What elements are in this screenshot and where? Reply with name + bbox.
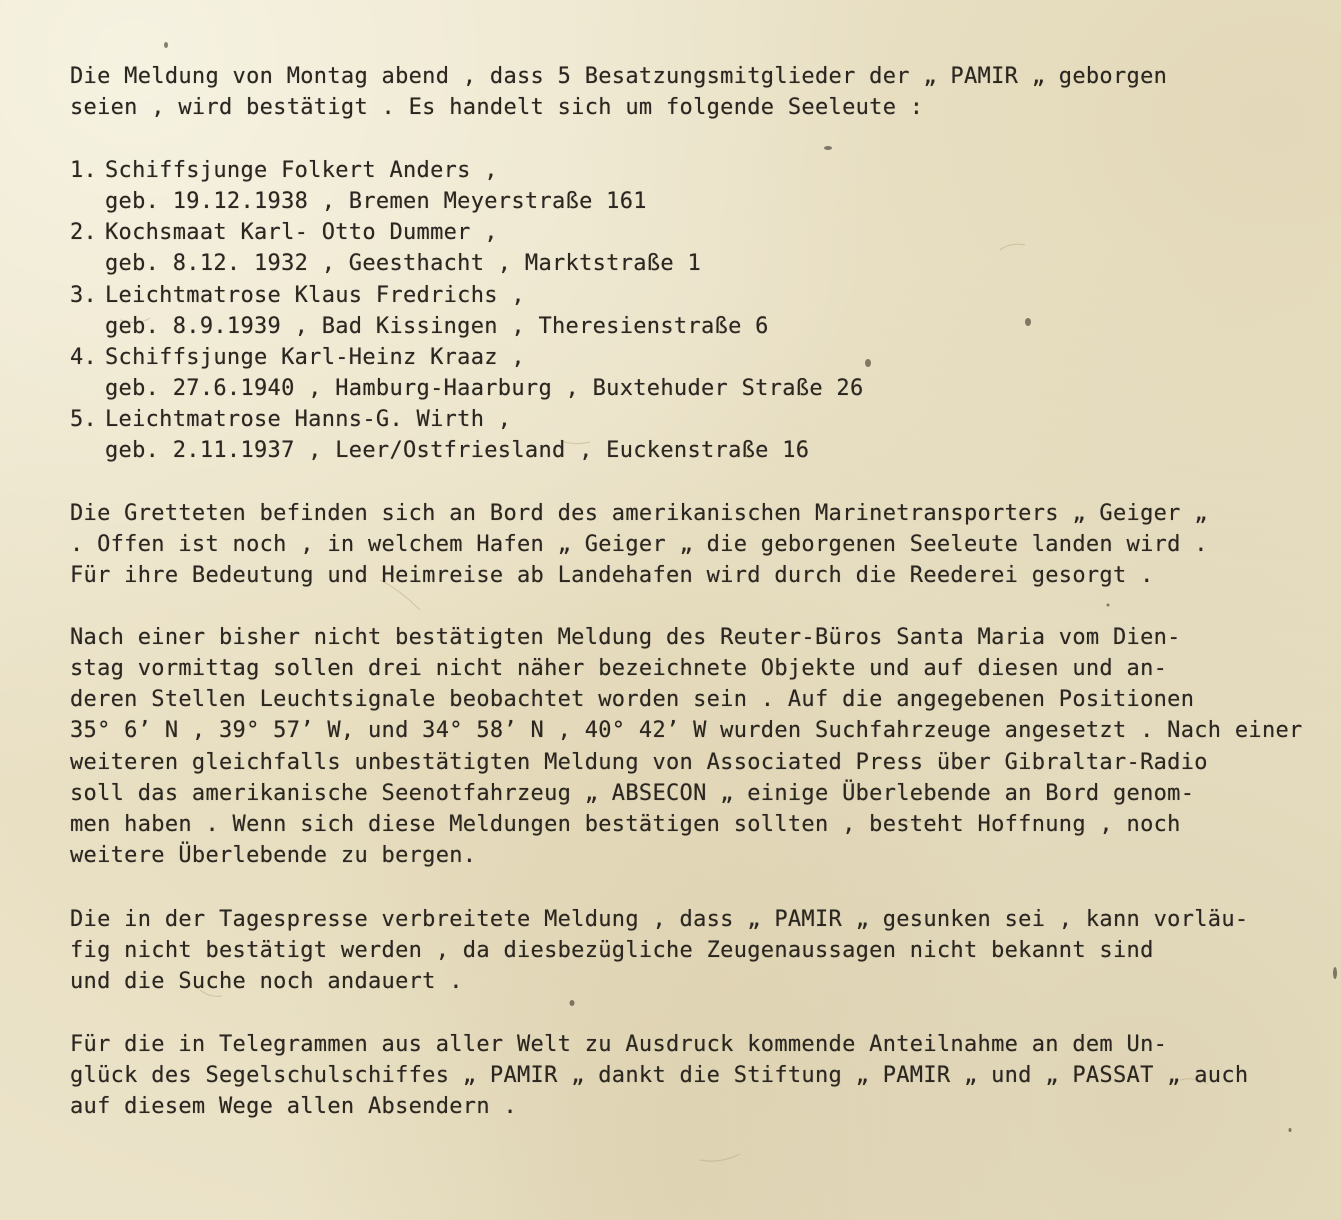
crew-number: 3. [70, 283, 98, 308]
paragraph2-line: Für ihre Bedeutung und Heimreise ab Landehafen wird durch die Reederei gesorgt . [70, 563, 1154, 588]
crew-number: 1. [70, 158, 98, 183]
crew-number: 2. [70, 220, 98, 245]
paragraph4-line: und die Suche noch andauert . [70, 969, 463, 994]
paragraph3-line: 35° 6’ N , 39° 57’ W, und 34° 58’ N , 40° 42’ W wurden Suchfahrzeuge angesetzt . Nach einer [70, 718, 1303, 743]
crew-birth-address: geb. 27.6.1940 , Hamburg-Haarburg , Buxtehuder Straße 26 [105, 376, 864, 401]
paragraph4-line: Die in der Tagespresse verbreitete Meldung , dass „ PAMIR „ gesunken sei , kann vorläu- [70, 907, 1249, 932]
paragraph2-line: Die Gretteten befinden sich an Bord des amerikanischen Marinetransporters „ Geiger „ [70, 501, 1208, 526]
paragraph3-line: men haben . Wenn sich diese Meldungen bestätigen sollten , besteht Hoffnung , noch [70, 812, 1181, 837]
paragraph5-line: Für die in Telegrammen aus aller Welt zu Ausdruck kommende Anteilnahme an dem Un- [70, 1032, 1168, 1057]
paragraph3-line: Nach einer bisher nicht bestätigten Meldung des Reuter-Büros Santa Maria vom Dien- [70, 625, 1181, 650]
paragraph5-line: auf diesem Wege allen Absendern . [70, 1094, 517, 1119]
crew-name: Leichtmatrose Hanns-G. Wirth , [105, 407, 512, 432]
crew-birth-address: geb. 19.12.1938 , Bremen Meyerstraße 161 [105, 189, 647, 214]
paragraph4-line: fig nicht bestätigt werden , da diesbezügliche Zeugenaussagen nicht bekannt sind [70, 938, 1154, 963]
crew-name: Schiffsjunge Folkert Anders , [105, 158, 498, 183]
crew-birth-address: geb. 2.11.1937 , Leer/Ostfriesland , Euckenstraße 16 [105, 438, 810, 463]
crew-name: Schiffsjunge Karl-Heinz Kraaz , [105, 345, 525, 370]
crew-name: Leichtmatrose Klaus Fredrichs , [105, 283, 525, 308]
crew-birth-address: geb. 8.9.1939 , Bad Kissingen , Theresienstraße 6 [105, 314, 769, 339]
crew-birth-address: geb. 8.12. 1932 , Geesthacht , Marktstraße 1 [105, 251, 701, 276]
paragraph3-line: deren Stellen Leuchtsignale beobachtet worden sein . Auf die angegebenen Positionen [70, 687, 1195, 712]
paragraph3-line: stag vormittag sollen drei nicht näher bezeichnete Objekte und auf diesen und an- [70, 656, 1168, 681]
paragraph1-line: Die Meldung von Montag abend , dass 5 Besatzungsmitglieder der „ PAMIR „ geborgen [70, 64, 1168, 89]
paragraph3-line: weiteren gleichfalls unbestätigten Meldung von Associated Press über Gibraltar-Radio [70, 750, 1208, 775]
crew-number: 4. [70, 345, 98, 370]
paragraph2-line: . Offen ist noch , in welchem Hafen „ Geiger „ die geborgenen Seeleute landen wird . [70, 532, 1208, 557]
paragraph1-line: seien , wird bestätigt . Es handelt sich um folgende Seeleute : [70, 95, 924, 120]
paragraph3-line: weitere Überlebende zu bergen. [70, 843, 477, 868]
paragraph3-line: soll das amerikanische Seenotfahrzeug „ ABSECON „ einige Überlebende an Bord genom- [70, 781, 1195, 806]
crew-number: 5. [70, 407, 98, 432]
paragraph5-line: glück des Segelschulschiffes „ PAMIR „ dankt die Stiftung „ PAMIR „ und „ PASSAT „ auch [70, 1063, 1249, 1088]
crew-name: Kochsmaat Karl- Otto Dummer , [105, 220, 498, 245]
